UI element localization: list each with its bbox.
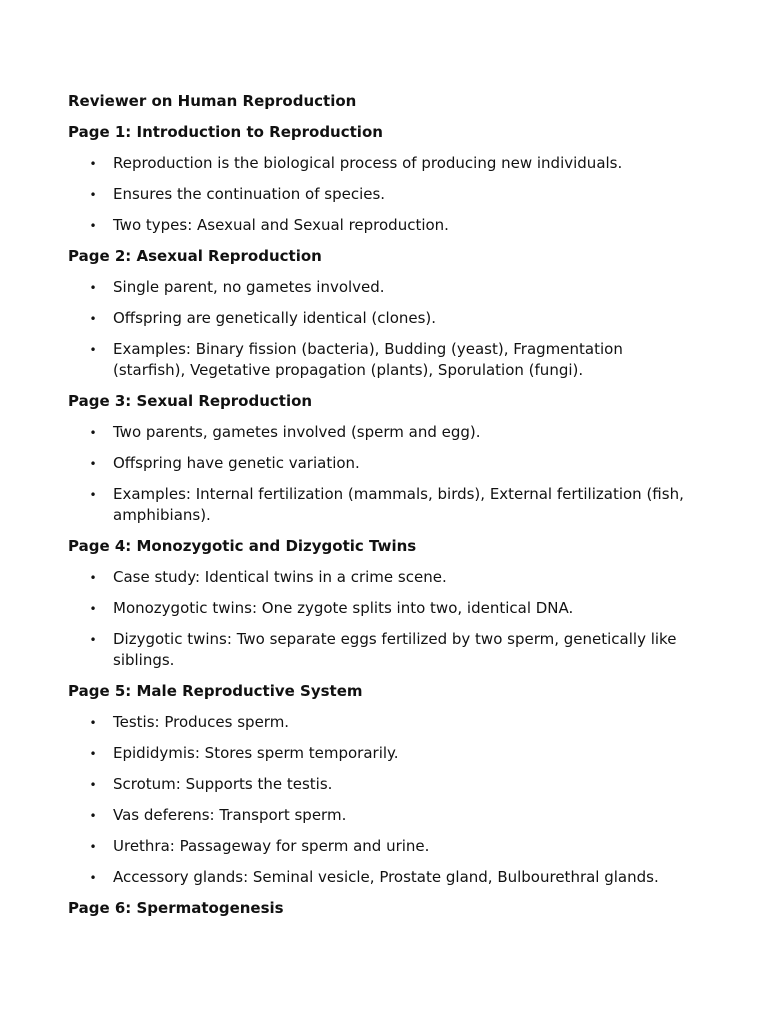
bullet-list [68,153,698,236]
list-item-text: Accessory glands: Seminal vesicle, Prostate gland, Bulbourethral glands. [113,868,659,886]
bullet-list [68,712,698,888]
sections-container [68,122,698,919]
list-item [68,774,698,795]
list-item [68,867,698,888]
list-item-text: Single parent, no gametes involved. [113,278,385,296]
section-heading: Page 5: Male Reproductive System [68,682,363,700]
list-item [68,277,698,298]
list-item [68,743,698,764]
list-item [68,484,698,526]
section [68,681,698,888]
list-item-text: Offspring are genetically identical (clones). [113,309,437,327]
bullet-icon [88,339,98,361]
bullet-icon [88,598,98,620]
list-item [68,598,698,619]
list-item-text: Examples: Binary fission (bacteria), Budding (yeast), Fragmentation (starfish), Vegetative propagation (plants), Sporulation (fungi). [113,340,623,379]
bullet-icon [88,277,98,299]
section-heading: Page 1: Introduction to Reproduction [68,123,383,141]
list-item-text: Monozygotic twins: One zygote splits into two, identical DNA. [113,599,574,617]
section [68,391,698,526]
bullet-icon [88,712,98,734]
bullet-icon [88,629,98,651]
section-heading: Page 4: Monozygotic and Dizygotic Twins [68,537,417,555]
list-item [68,422,698,443]
section [68,536,698,671]
bullet-icon [88,215,98,237]
list-item [68,453,698,474]
document-title: Reviewer on Human Reproduction [68,92,357,110]
list-item [68,805,698,826]
list-item [68,712,698,733]
list-item [68,153,698,174]
list-item-text: Reproduction is the biological process of producing new individuals. [113,154,623,172]
list-item-text: Ensures the continuation of species. [113,185,386,203]
bullet-list [68,277,698,381]
bullet-icon [88,774,98,796]
bullet-icon [88,308,98,330]
section [68,246,698,381]
bullet-icon [88,567,98,589]
list-item [68,567,698,588]
section [68,898,698,919]
section-heading: Page 3: Sexual Reproduction [68,392,313,410]
list-item-text: Dizygotic twins: Two separate eggs fertilized by two sperm, genetically like siblings. [113,630,677,669]
bullet-icon [88,743,98,765]
list-item-text: Vas deferens: Transport sperm. [113,806,347,824]
list-item-text: Testis: Produces sperm. [113,713,290,731]
bullet-icon [88,153,98,175]
bullet-icon [88,805,98,827]
document-page [68,91,698,929]
bullet-icon [88,484,98,506]
section [68,122,698,236]
section-heading: Page 2: Asexual Reproduction [68,247,322,265]
list-item [68,215,698,236]
list-item [68,836,698,857]
list-item-text: Offspring have genetic variation. [113,454,360,472]
bullet-icon [88,453,98,475]
list-item-text: Epididymis: Stores sperm temporarily. [113,744,399,762]
list-item [68,308,698,329]
bullet-list [68,422,698,526]
bullet-icon [88,867,98,889]
list-item-text: Scrotum: Supports the testis. [113,775,333,793]
bullet-icon [88,836,98,858]
list-item-text: Case study: Identical twins in a crime scene. [113,568,447,586]
bullet-icon [88,422,98,444]
section-heading: Page 6: Spermatogenesis [68,899,284,917]
list-item-text: Two parents, gametes involved (sperm and egg). [113,423,481,441]
list-item [68,184,698,205]
list-item [68,339,698,381]
bullet-icon [88,184,98,206]
list-item-text: Examples: Internal fertilization (mammals, birds), External fertilization (fish, amphibians). [113,485,684,524]
list-item-text: Urethra: Passageway for sperm and urine. [113,837,430,855]
list-item-text: Two types: Asexual and Sexual reproduction. [113,216,449,234]
list-item [68,629,698,671]
bullet-list [68,567,698,671]
